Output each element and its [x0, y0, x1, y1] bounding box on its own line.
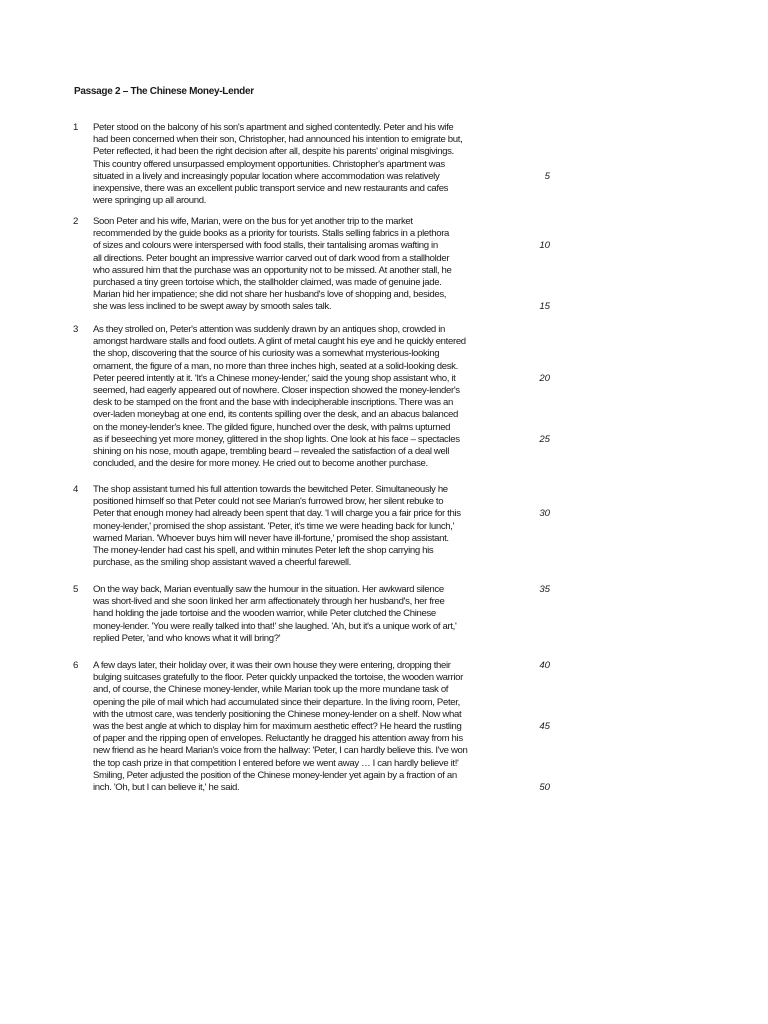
passage-line: inch. 'Oh, but I can believe it,' he said.: [93, 782, 240, 793]
passage-line: hand holding the jade tortoise and the wooden warrior, while Peter clutched the Chinese: [93, 608, 436, 620]
paragraph-number: 2: [73, 216, 79, 227]
passage-line: who assured him that the purchase was an opportunity not to be missed. At another stall, he: [93, 264, 452, 276]
passage-line: of sizes and colours were interspersed with food stalls, their tantalising aromas wafting in: [93, 240, 438, 252]
passage-line: Marian hid her impatience; she did not share her husband's love of shopping and, besides,: [93, 289, 447, 301]
passage-line: as if beseeching yet more money, glittered in the shop lights. One look at his face – spectacles: [93, 433, 460, 445]
line-number: 20: [539, 372, 550, 384]
passage-line: warned Marian. 'Whoever buys him will never have ill-fortune,' promised the shop assistant.: [93, 532, 449, 544]
passage-line: money-lender. 'You were really talked into that!' she laughed. 'Ah, but it's a unique work of art,': [93, 620, 457, 632]
paragraph-number: 1: [73, 122, 79, 133]
passage-line: she was less inclined to be swept away by smooth sales talk.: [93, 301, 332, 313]
passage-line: and, of course, the Chinese money-lender, while Marian took up the more mundane task of: [93, 684, 449, 696]
passage-line: money-lender,' promised the shop assistant. 'Peter, it's time we were heading back for lunch,': [93, 520, 455, 532]
passage-line: had been concerned when their son, Christopher, had announced his intention to emigrate but,: [93, 134, 463, 146]
line-number: 50: [539, 782, 550, 793]
passage-line: Peter that enough money had already been spent that day. 'I will charge you a fair price for this: [93, 508, 461, 520]
passage-line: amongst hardware stalls and food outlets. A glint of metal caught his eye and he quickly entered: [93, 336, 466, 348]
paragraph-number: 3: [73, 324, 79, 335]
passage-title: Passage 2 – The Chinese Money-Lender: [74, 86, 254, 97]
passage-line: bulging suitcases gratefully to the floor. Peter quickly unpacked the tortoise, the wooden warrior: [93, 672, 463, 684]
passage-line: new friend as he heard Marian's voice from the hallway: 'Peter, I can hardly believe this. I've won: [93, 745, 468, 757]
paragraph-number: 6: [73, 660, 79, 671]
passage-line: shining on his nose, mouth agape, trembling beard – revealed the satisfaction of a deal well: [93, 446, 450, 457]
passage-line: Peter peered intently at it. 'It's a Chinese money-lender,' said the young shop assistant who, it: [93, 372, 456, 384]
passage-line: Peter stood on the balcony of his son's apartment and sighed contentedly. Peter and his wife: [93, 122, 454, 133]
line-number: 5: [544, 170, 550, 182]
passage-line: replied Peter, 'and who knows what it will bring?': [93, 632, 281, 644]
line-number: 25: [539, 433, 550, 445]
passage-line: purchased a tiny green tortoise which, the stallholder claimed, was made of genuine jade.: [93, 277, 442, 288]
passage-line: the shop, discovering that the source of his curiosity was a somewhat mysterious-looking: [93, 348, 440, 360]
passage-line: On the way back, Marian eventually saw the humour in the situation. Her awkward silence: [93, 584, 444, 595]
paragraph-number: 5: [73, 584, 79, 595]
passage-line: The money-lender had cast his spell, and within minutes Peter left the shop carrying his: [93, 545, 434, 556]
line-number: 35: [539, 584, 550, 595]
passage-line: desk to be stamped on the front and the base with indecipherable inscriptions. There was an: [93, 397, 453, 409]
passage-line: opening the pile of mail which had accumulated since their departure. In the living room, Peter,: [93, 696, 460, 708]
passage-line: This country offered unsurpassed employment opportunities. Christopher's apartment was: [93, 158, 445, 170]
passage-line: The shop assistant turned his full attention towards the bewitched Peter. Simultaneously he: [93, 484, 448, 495]
passage-line: situated in a lively and increasingly popular location where accommodation was relatively: [93, 170, 440, 182]
passage-line: were springing up all around.: [93, 195, 207, 207]
line-number: 10: [539, 240, 550, 252]
line-number: 40: [539, 660, 550, 671]
passage-line: Smiling, Peter adjusted the position of the Chinese money-lender yet again by a fraction of an: [93, 769, 457, 781]
passage-line: the top cash prize in that competition I entered before we went away … I can hardly believe it!': [93, 757, 459, 769]
line-number: 15: [539, 301, 550, 313]
passage-line: purchase, as the smiling shop assistant waved a cheerful farewell.: [93, 557, 351, 569]
passage-line: with the utmost care, was tenderly positioning the Chinese money-lender on a shelf. Now what: [93, 708, 462, 720]
passage-line: was short-lived and she soon linked her arm affectionately through her husband's, her free: [93, 596, 445, 608]
line-number: 30: [539, 508, 550, 520]
passage-line: A few days later, their holiday over, it was their own house they were entering, dropping their: [93, 660, 451, 671]
passage-line: inexpensive, there was an excellent public transport service and new restaurants and cafes: [93, 183, 449, 194]
line-number: 45: [539, 721, 550, 732]
paragraph-number: 4: [73, 484, 79, 495]
passage-line: was the best angle at which to display him for maximum aesthetic effect? He heard the rustling: [93, 721, 462, 732]
passage-line: Soon Peter and his wife, Marian, were on the bus for yet another trip to the market: [93, 216, 413, 227]
passage-line: ornament, the figure of a man, no more than three inches high, seated at a solid-looking desk.: [93, 360, 458, 372]
passage-line: recommended by the guide books as a priority for tourists. Stalls selling fabrics in a plethora: [93, 228, 450, 240]
passage-line: positioned himself so that Peter could not see Marian's furrowed brow, her silent rebuke to: [93, 496, 444, 508]
passage-line: of paper and the ripping open of envelopes. Reluctantly he dragged his attention away from his: [93, 733, 463, 745]
passage-line: Peter reflected, it had been the right decision after all, despite his parents' original misgivings.: [93, 146, 454, 158]
passage-line: seemed, had eagerly appeared out of nowhere. Closer inspection showed the money-lender's: [93, 385, 460, 396]
passage-line: on the money-lender's knee. The gilded figure, hunched over the desk, with palms upturned: [93, 421, 451, 433]
passage-line: over-laden moneybag at one end, its contents spilling over the desk, and an abacus balanced: [93, 409, 458, 421]
passage-line: concluded, and the desire for more money. He cried out to become another purchase.: [93, 458, 428, 470]
passage-line: all directions. Peter bought an impressive warrior carved out of dark wood from a stallholder: [93, 252, 450, 264]
passage-line: As they strolled on, Peter's attention was suddenly drawn by an antiques shop, crowded in: [93, 324, 445, 335]
